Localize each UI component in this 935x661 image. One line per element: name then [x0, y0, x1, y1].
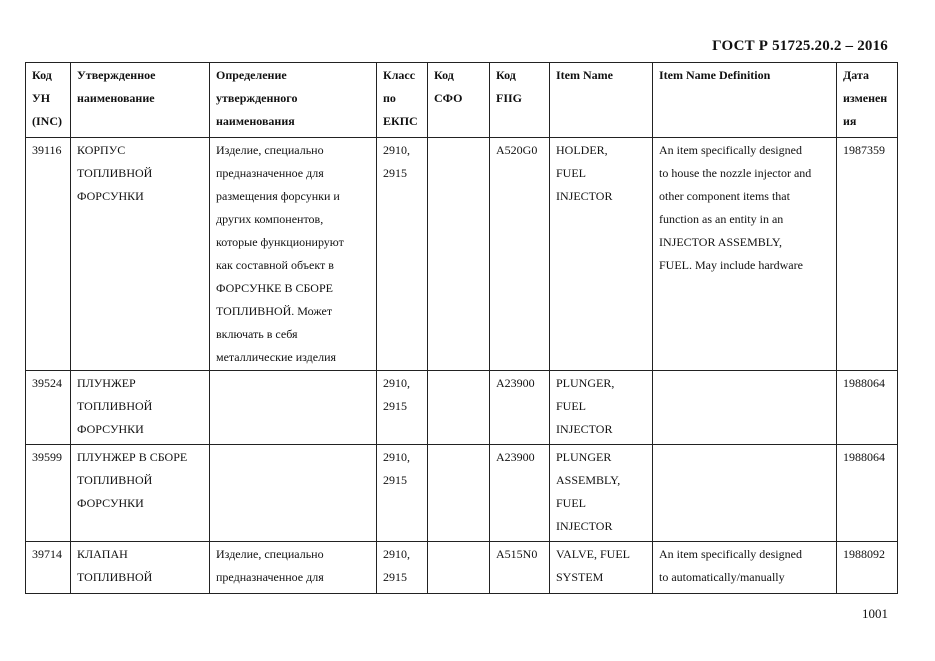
cell-class: 2910, 2915 — [377, 542, 428, 594]
cell-inc: 39524 — [26, 371, 71, 445]
cell-change-date: 1987359 — [837, 138, 898, 371]
cell-approved-name: КЛАПАН ТОПЛИВНОЙ — [71, 542, 210, 594]
table-row — [26, 542, 898, 594]
cell-sfo — [428, 138, 490, 371]
cell-approved-name: ПЛУНЖЕР В СБОРЕ ТОПЛИВНОЙ ФОРСУНКИ — [71, 445, 210, 542]
cell-approved-name: ПЛУНЖЕР ТОПЛИВНОЙ ФОРСУНКИ — [71, 371, 210, 445]
cell-inc: 39714 — [26, 542, 71, 594]
column-header-name-definition: Определение утвержденного наименования — [210, 63, 377, 138]
cell-definition — [210, 445, 377, 542]
nomenclature-table — [25, 62, 898, 594]
cell-inc: 39599 — [26, 445, 71, 542]
cell-fiig: A520G0 — [490, 138, 550, 371]
cell-definition: Изделие, специально предназначенное для размещения форсунки и других компонентов, которые функционируют как составной объект в ФОРСУНКЕ В СБОРЕ ТОПЛИВНОЙ. Может включать в себя металлические изделия — [210, 138, 377, 371]
table-header-row — [26, 63, 898, 138]
cell-approved-name: КОРПУС ТОПЛИВНОЙ ФОРСУНКИ — [71, 138, 210, 371]
cell-item-name: VALVE, FUEL SYSTEM — [550, 542, 653, 594]
column-header-approved-name: Утвержденное наименование — [71, 63, 210, 138]
cell-change-date: 1988064 — [837, 371, 898, 445]
table-row — [26, 445, 898, 542]
cell-fiig: A515N0 — [490, 542, 550, 594]
table-row — [26, 371, 898, 445]
cell-definition — [210, 371, 377, 445]
cell-sfo — [428, 445, 490, 542]
column-header-item-name: Item Name — [550, 63, 653, 138]
cell-class: 2910, 2915 — [377, 371, 428, 445]
cell-change-date: 1988064 — [837, 445, 898, 542]
column-header-class: Класс по ЕКПС — [377, 63, 428, 138]
table-row — [26, 138, 898, 371]
column-header-sfo: Код СФО — [428, 63, 490, 138]
cell-item-name: PLUNGER ASSEMBLY, FUEL INJECTOR — [550, 445, 653, 542]
cell-sfo — [428, 542, 490, 594]
cell-change-date: 1988092 — [837, 542, 898, 594]
cell-class: 2910, 2915 — [377, 445, 428, 542]
cell-fiig: A23900 — [490, 371, 550, 445]
cell-item-name: PLUNGER, FUEL INJECTOR — [550, 371, 653, 445]
cell-item-name: HOLDER, FUEL INJECTOR — [550, 138, 653, 371]
column-header-change-date: Дата изменен ия — [837, 63, 898, 138]
cell-class: 2910, 2915 — [377, 138, 428, 371]
cell-fiig: A23900 — [490, 445, 550, 542]
cell-definition: Изделие, специально предназначенное для — [210, 542, 377, 594]
cell-item-definition: An item specifically designed to house the nozzle injector and other component items that function as an entity in an INJECTOR ASSEMBLY, FUEL. May include hardware — [653, 138, 837, 371]
column-header-item-name-definition: Item Name Definition — [653, 63, 837, 138]
cell-item-definition — [653, 445, 837, 542]
cell-sfo — [428, 371, 490, 445]
column-header-fiig: Код FIIG — [490, 63, 550, 138]
document-standard-title: ГОСТ Р 51725.20.2 – 2016 — [712, 38, 888, 54]
column-header-inc: Код УН (INC) — [26, 63, 71, 138]
page-number: 1001 — [862, 606, 888, 621]
cell-item-definition: An item specifically designed to automatically/manually — [653, 542, 837, 594]
cell-item-definition — [653, 371, 837, 445]
cell-inc: 39116 — [26, 138, 71, 371]
